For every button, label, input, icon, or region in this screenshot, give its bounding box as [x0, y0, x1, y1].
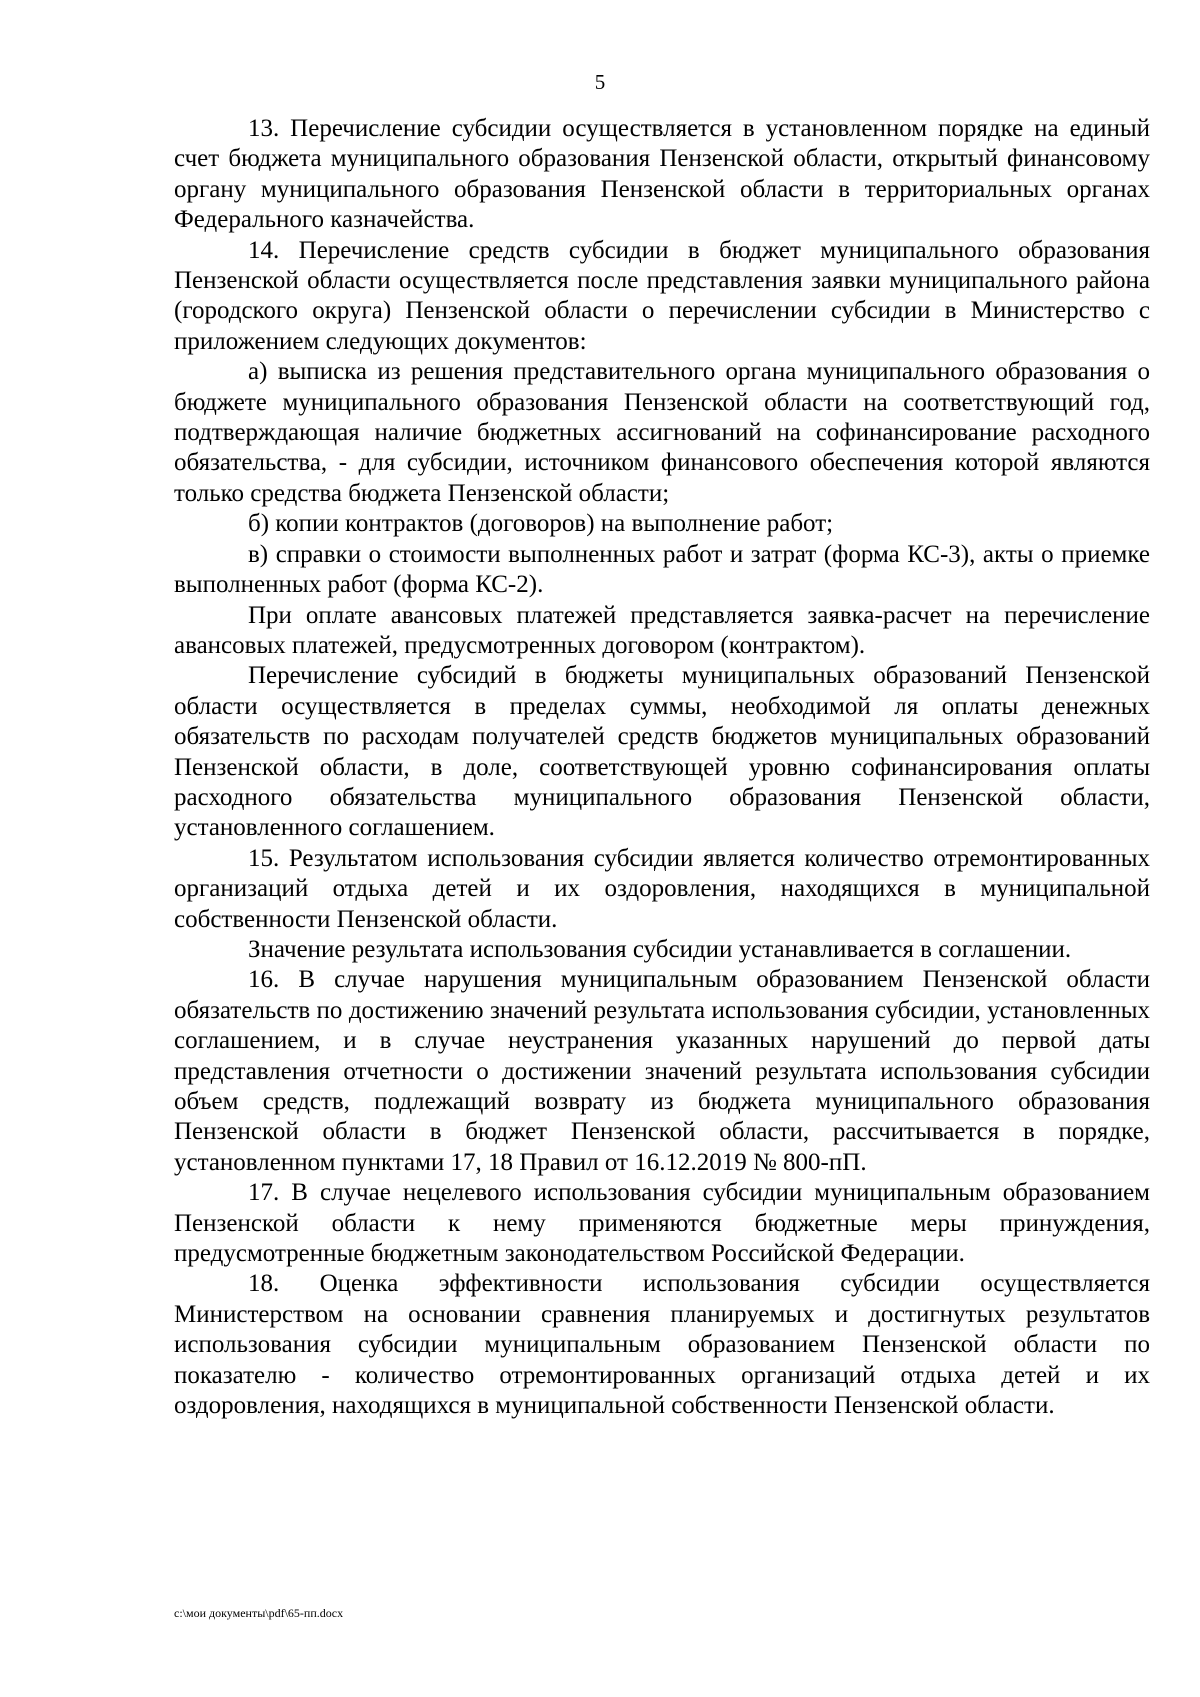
footer-file-path: c:\мои документы\pdf\65-пп.docx [174, 1606, 344, 1620]
paragraph-advance-payments: При оплате авансовых платежей представляется заявка-расчет на перечисление авансовых платежей, предусмотренных договором (контрактом). [174, 601, 1150, 659]
paragraph-15-result-value: Значение результата использования субсидии устанавливается в соглашении. [248, 935, 1072, 963]
paragraph-13: 13. Перечисление субсидии осуществляется в установленном порядке на единый счет бюджета муниципального образования Пензенской области, открытый финансовому органу муниципального образования Пензенской области в территориальных органах Федерального казначейства. [174, 115, 1150, 234]
paragraph-14-item-a: а) выписка из решения представительного органа муниципального образования о бюджете муниципального образования Пензенской области на соответствующий год, подтверждающая наличие бюджетных ассигнований на софинансирование расходного обязательства, - для субсидии, источником финансового обеспечения которой являются только средства бюджета Пензенской области; [174, 358, 1150, 507]
page-number: 5 [594, 70, 606, 94]
paragraph-18: 18. Оценка эффективности использования субсидии осуществляется Министерством на основании сравнения планируемых и достигнутых результатов использования субсидии муниципальным образованием Пензенской области по показателю - количество отремонтированных организаций отдыха детей и их оздоровления, находящихся в муниципальной собственности Пензенской области. [174, 1270, 1150, 1420]
paragraph-15: 15. Результатом использования субсидии является количество отремонтированных организаций отдыха детей и их оздоровления, находящихся в муниципальной собственности Пензенской области. [174, 844, 1150, 933]
paragraph-16: 16. В случае нарушения муниципальным образованием Пензенской области обязательств по достижению значений результата использования субсидии, установленных соглашением, и в случае неустранения указанных нарушений до первой даты представления отчетности о достижении значений результата использования субсидии объем средств, подлежащий возврату из бюджета муниципального образования Пензенской области в бюджет Пензенской области, рассчитывается в порядке, установленном пунктами 17, 18 Правил от 16.12.2019 № 800-пП. [174, 966, 1150, 1176]
paragraph-transfer-limits: Перечисление субсидий в бюджеты муниципальных образований Пензенской области осуществляется в пределах суммы, необходимой ля оплаты денежных обязательств по расходам получателей средств бюджетов муниципальных образований Пензенской области, в доле, соответствующей уровню софинансирования оплаты расходного обязательства муниципального образования Пензенской области, установленного соглашением. [174, 662, 1150, 842]
paragraph-14-item-b: б) копии контрактов (договоров) на выполнение работ; [248, 510, 834, 538]
paragraph-14: 14. Перечисление средств субсидии в бюджет муниципального образования Пензенской области осуществляется после представления заявки муниципального района (городского округа) Пензенской области о перечислении субсидии в Министерство с приложением следующих документов: [174, 236, 1150, 355]
paragraph-14-item-v: в) справки о стоимости выполненных работ и затрат (форма КС-3), акты о приемке выполненных работ (форма КС-2). [174, 540, 1150, 599]
paragraph-17: 17. В случае нецелевого использования субсидии муниципальным образованием Пензенской области к нему применяются бюджетные меры принуждения, предусмотренные бюджетным законодательством Российской Федерации. [174, 1179, 1150, 1268]
document-body [174, 114, 1150, 1421]
